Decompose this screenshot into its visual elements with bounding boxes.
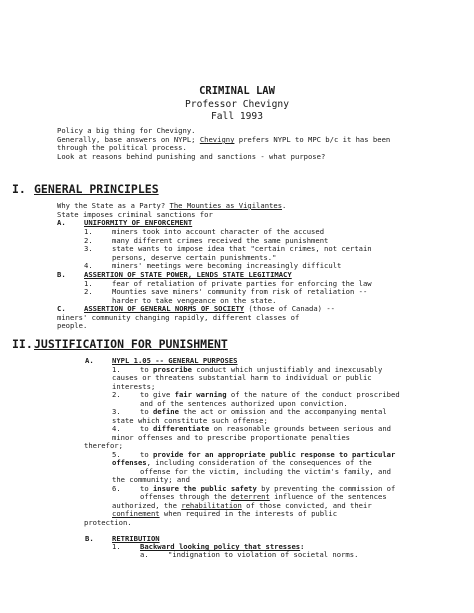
subsection-1c-line-2: miners' community changing rapidly, different classes of	[57, 313, 300, 322]
intro-line-2: Generally, base answers on NYPL; Chevigny prefers NYPL to MPC b/c it has been	[57, 135, 391, 144]
document-title: CRIMINAL LAW	[199, 85, 275, 97]
professor-name: Professor Chevigny	[185, 99, 289, 110]
intro-line-1: Policy a big thing for Chevigny.	[57, 126, 196, 135]
purpose-item-6-line-4: confinement when required in the interests of public	[112, 509, 338, 518]
subsection-1a-heading: A. UNIFORMITY OF ENFORCEMENT	[57, 218, 193, 227]
subsection-1c-line-3: people.	[57, 321, 88, 330]
list-item: 1. miners took into account character of the accused	[84, 227, 325, 236]
intro-line-4: Look at reasons behind punishing and sanctions - what purpose?	[57, 152, 326, 161]
list-item: 1. fear of retaliation of private parties for enforcing the law	[84, 279, 372, 288]
purpose-item-1-line-2: causes or threatens substantial harm to individual or public	[112, 373, 372, 382]
chevigny-name: Chevigny	[199, 135, 235, 144]
subsection-1c-heading: C. ASSERTION OF GENERAL NORMS OF SOCIETY (those of Canada) --	[57, 304, 335, 313]
purpose-item-2-line-2: and of the sentences authorized upon conviction.	[140, 399, 348, 408]
section-1-heading: I. GENERAL PRINCIPLES	[12, 182, 159, 196]
purpose-item-1: 1. to proscribe conduct which unjustifiably and inexcusably	[112, 365, 383, 374]
purpose-item-4-line-2: minor offenses and to prescribe proportionate penalties	[112, 433, 350, 442]
list-item: 4. miners' meetings were becoming increasingly difficult	[84, 261, 342, 270]
purpose-item-5: 5. to provide for an appropriate public response to particular	[112, 450, 396, 459]
purpose-item-4-line-3: therefor;	[84, 441, 123, 450]
subsection-2b-heading: B. RETRIBUTION	[85, 534, 160, 543]
subsection-1b-heading: B. ASSERTION OF STATE POWER, LENDS STATE LEGITIMACY	[57, 270, 292, 279]
list-item: 3. state wants to impose idea that "certain crimes, not certain	[84, 244, 372, 253]
list-item-continuation: harder to take vengeance on the state.	[112, 296, 277, 305]
retribution-item-1: 1. Backward looking policy that stresses:	[112, 542, 305, 551]
list-item: 2. Mounties save miners' community from risk of retaliation --	[84, 287, 368, 296]
purpose-item-6: 6. to insure the public safety by preventing the commission of	[112, 484, 396, 493]
retribution-item-1a: a. "indignation to violation of societal norms.	[140, 550, 359, 559]
list-item-continuation: persons, deserve certain punishments."	[112, 253, 277, 262]
purpose-item-5-line-3: offense for the victim, including the victim's family, and	[140, 467, 391, 476]
state-imposes-line: State imposes criminal sanctions for	[57, 210, 213, 219]
purpose-item-6-line-5: protection.	[84, 518, 132, 527]
purpose-item-6-line-2: offenses through the deterrent influence of the sentences	[140, 492, 387, 501]
purpose-item-4: 4. to differentiate on reasonable grounds between serious and	[112, 424, 391, 433]
section-2-heading: II.JUSTIFICATION FOR PUNISHMENT	[12, 337, 228, 351]
purpose-item-6-line-3: authorized, the rehabilitation of those convicted, and their	[112, 501, 372, 510]
purpose-item-5-line-2: offenses, including consideration of the consequences of the	[112, 458, 372, 467]
subsection-2a-heading: A. NYPL 1.05 -- GENERAL PURPOSES	[85, 356, 238, 365]
state-party-question: Why the State as a Party? The Mounties as Vigilantes.	[57, 201, 287, 210]
purpose-item-3: 3. to define the act or omission and the accompanying mental	[112, 407, 387, 416]
purpose-item-2: 2. to give fair warning of the nature of the conduct proscribed	[112, 390, 400, 399]
intro-line-3: through the political process.	[57, 143, 187, 152]
purpose-item-1-line-3: interests;	[112, 382, 156, 391]
purpose-item-3-line-2: state which constitute such offense;	[112, 416, 268, 425]
list-item: 2. many different crimes received the same punishment	[84, 236, 329, 245]
term: Fall 1993	[211, 111, 263, 122]
purpose-item-5-line-4: the community; and	[112, 475, 190, 484]
